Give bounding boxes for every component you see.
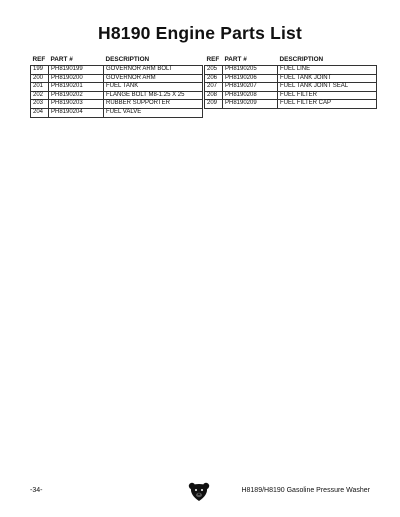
description-cell: GOVERNOR ARM [104, 74, 203, 83]
table-row [31, 108, 203, 117]
part-cell: PH8190204 [49, 108, 104, 117]
ref-cell: 203 [31, 100, 49, 109]
part-cell: PH8190209 [223, 100, 278, 109]
description-cell: FUEL TANK [104, 83, 203, 92]
ref-cell: 204 [31, 108, 49, 117]
part-cell: PH8190201 [49, 83, 104, 92]
table-header-row [31, 55, 203, 66]
ref-cell: 209 [205, 100, 223, 109]
table-row [31, 83, 203, 92]
table-row [205, 74, 377, 83]
ref-cell: 205 [205, 66, 223, 75]
table-row [205, 100, 377, 109]
part-cell: PH8190206 [223, 74, 278, 83]
part-cell: PH8190200 [49, 74, 104, 83]
part-cell: PH8190205 [223, 66, 278, 75]
part-cell: PH8190208 [223, 91, 278, 100]
description-cell: FUEL TANK JOINT SEAL [278, 83, 377, 92]
part-cell: PH8190202 [49, 91, 104, 100]
table-header-row [205, 55, 377, 66]
part-cell: PH8190199 [49, 66, 104, 75]
page-title: H8190 Engine Parts List [98, 23, 302, 43]
description-cell: FUEL LINE [278, 66, 377, 75]
ref-cell: 200 [31, 74, 49, 83]
table-row [205, 91, 377, 100]
description-cell: FLANGE BOLT M8-1.25 X 25 [104, 91, 203, 100]
header-ref: REF [206, 56, 220, 63]
header-ref: REF [32, 56, 46, 63]
description-cell: FUEL TANK JOINT [278, 74, 377, 83]
part-cell: PH8190203 [49, 100, 104, 109]
ref-cell: 202 [31, 91, 49, 100]
ref-cell: 206 [205, 74, 223, 83]
bear-head-icon [188, 482, 210, 502]
header-part: PART # [224, 56, 247, 63]
parts-table-right [204, 55, 377, 109]
header-part: PART # [50, 56, 73, 63]
description-cell: FUEL FILTER CAP [278, 100, 377, 109]
table-row [31, 66, 203, 75]
description-cell: FUEL VALVE [104, 108, 203, 117]
table-row [31, 74, 203, 83]
description-cell: RUBBER SUPPORTER [104, 100, 203, 109]
header-description: DESCRIPTION [279, 56, 324, 63]
table-row [205, 66, 377, 75]
ref-cell: 201 [31, 83, 49, 92]
ref-cell: 199 [31, 66, 49, 75]
table-row [31, 100, 203, 109]
part-cell: PH8190207 [223, 83, 278, 92]
description-cell: FUEL FILTER [278, 91, 377, 100]
parts-table-left [30, 55, 203, 118]
page-number: -34- [30, 487, 43, 494]
ref-cell: 207 [205, 83, 223, 92]
ref-cell: 208 [205, 91, 223, 100]
document-title: H8189/H8190 Gasoline Pressure Washer [241, 487, 370, 494]
header-description: DESCRIPTION [105, 56, 150, 63]
description-cell: GOVERNOR ARM BOLT [104, 66, 203, 75]
table-row [31, 91, 203, 100]
table-row [205, 83, 377, 92]
